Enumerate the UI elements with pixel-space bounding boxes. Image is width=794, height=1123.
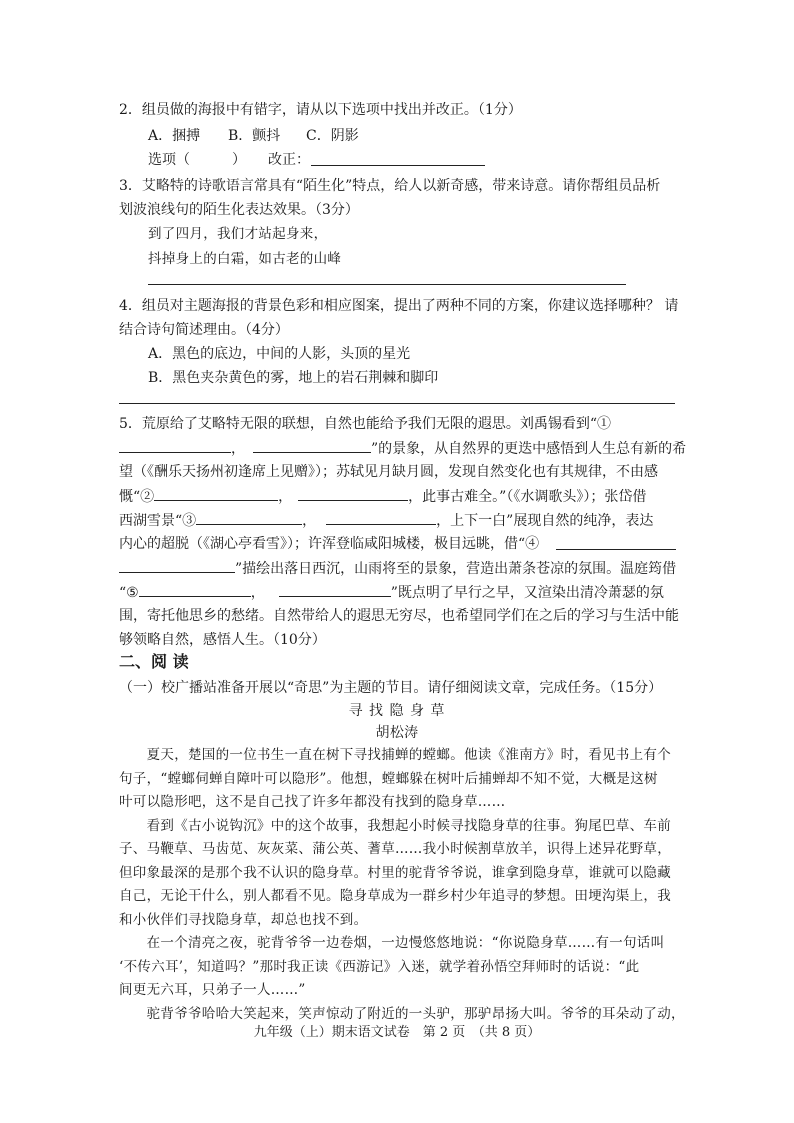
q5-line-3: 望（《酬乐天扬州初逢席上见赠》）；苏轼见月缺月圆，发现自然变化也有其规律，不由感 bbox=[119, 464, 658, 480]
article-line: 叶可以隐形吧，这不是自己找了许多年都没有找到的隐身草…… bbox=[119, 794, 506, 810]
article-author: 胡松涛 bbox=[375, 725, 419, 741]
q2-answer-line[interactable] bbox=[311, 165, 485, 166]
q5-line-9: 围，寄托他思乡的愁绪。自然带给人的遐思无穷尽，也希望同学们在之后的学习与生活中能 bbox=[119, 608, 679, 624]
q5-text: ”描绘出落日西沉，山雨将至的景象，营造出萧条苍凉的氛围。温庭筠借 bbox=[235, 561, 677, 577]
q4-stem-2: 结合诗句简述理由。（4分） bbox=[119, 322, 289, 338]
article-line: 句子，“螳螂伺蝉自障叶可以隐形”。他想，螳螂躲在树叶后捕蝉却不知不觉，大概是这树 bbox=[119, 770, 658, 787]
q5-line-2 bbox=[119, 438, 686, 459]
q5-blank-3a[interactable] bbox=[196, 510, 302, 525]
q5-comma: ， bbox=[250, 585, 265, 601]
q2-choice-label: 选项（ ） bbox=[148, 152, 246, 168]
article-line: 驼背爷爷哈哈大笑起来，笑声惊动了附近的一头驴，那驴昂扬大叫。爷爷的耳朵动了动， bbox=[119, 1005, 685, 1022]
q5-blank-2b[interactable] bbox=[298, 486, 408, 501]
q5-blank-1b[interactable] bbox=[253, 438, 371, 453]
q5-blank-5b[interactable] bbox=[279, 582, 391, 597]
q5-text: “⑤ bbox=[119, 585, 139, 601]
q3-stem-2: 划波浪线句的陌生化表达效果。（3分） bbox=[119, 202, 359, 218]
q5-blank-2a[interactable] bbox=[154, 486, 278, 501]
q5-text: ”的景象，从自然界的更迭中感悟到人生总有新的希 bbox=[371, 441, 687, 457]
article-line: 但印象最深的是那个我不认识的隐身草。村里的驼背爷爷说，谁拿到隐身草，谁就可以隐藏 bbox=[119, 864, 671, 881]
q5-text: ，上下一白”展现自然的纯净，表达 bbox=[436, 513, 654, 529]
section-title: 二、阅 读 bbox=[119, 652, 189, 671]
q3-stem-1: 3．艾略特的诗歌语言常具有“陌生化”特点，给人以新奇感，带来诗意。请你帮组员品析 bbox=[119, 178, 661, 194]
q5-blank-1a[interactable] bbox=[119, 438, 231, 453]
article-title: 寻 找 隐 身 草 bbox=[348, 703, 446, 719]
q5-line-5 bbox=[119, 510, 653, 531]
q5-blank-3b[interactable] bbox=[326, 510, 436, 525]
q5-text: 慨“② bbox=[119, 489, 155, 505]
q2-option-a: A．捆搏 bbox=[148, 128, 201, 144]
q5-blank-4a[interactable] bbox=[556, 549, 676, 550]
q2-option-c: C．阴影 bbox=[306, 128, 359, 144]
q5-text: ，此事古难全。”（《水调歌头》）；张岱借 bbox=[408, 489, 647, 505]
q5-line-6: 内心的超脱（《湖心亭看雪》）；许浑登临咸阳城楼，极目远眺，借“④ bbox=[119, 536, 540, 552]
q5-line-7 bbox=[119, 558, 676, 579]
q2-stem: 2．组员做的海报中有错字，请从以下选项中找出并改正。（1分） bbox=[119, 102, 522, 118]
q5-text: ”既点明了早行之早，又渲染出清冷萧瑟的氛 bbox=[390, 585, 664, 601]
q2-correct-label: 改正： bbox=[268, 152, 310, 168]
section-instruction: （一）校广播站准备开展以“奇思”为主题的节目。请仔细阅读文章，完成任务。（15分） bbox=[119, 680, 663, 696]
q3-poem-1: 到了四月，我们才站起身来， bbox=[148, 226, 328, 242]
q4-answer-line[interactable] bbox=[119, 403, 675, 404]
q5-comma: ， bbox=[302, 513, 317, 529]
article-line: 看到《古小说钩沉》中的这个故事，我想起小时候寻找隐身草的往事。狗尾巴草、车前 bbox=[119, 817, 671, 834]
page-footer: 九年级（上）期末语文试卷 第 2 页 （共 8 页） bbox=[253, 1025, 541, 1040]
article-line: 和小伙伴们寻找隐身草，却总也找不到。 bbox=[119, 911, 368, 928]
q5-comma: ， bbox=[278, 489, 293, 505]
q5-line-4 bbox=[119, 486, 646, 507]
article-line: 子、马鞭草、马齿苋、灰灰菜、蒲公英、蓍草……我小时候割草放羊，识得上述异花野草， bbox=[119, 841, 671, 857]
q3-poem-2: 抖掉身上的白霜，如古老的山峰 bbox=[148, 251, 342, 267]
q5-blank-5a[interactable] bbox=[139, 582, 251, 597]
q4-stem-1: 4．组员对主题海报的背景色彩和相应图案，提出了两种不同的方案，你建议选择哪种？ 请 bbox=[119, 298, 679, 314]
q5-comma: ， bbox=[231, 441, 245, 457]
q5-line-10: 够领略自然，感悟人生。（10分） bbox=[119, 632, 326, 648]
q4-option-b: B．黑色夹杂黄色的雾，地上的岩石荆棘和脚印 bbox=[148, 370, 439, 386]
q3-answer-line[interactable] bbox=[148, 284, 626, 285]
q5-line-8 bbox=[119, 582, 664, 603]
article-line: 夏天，楚国的一位书生一直在树下寻找捕蝉的螳螂。他读《淮南方》时，看见书上有个 bbox=[119, 747, 671, 763]
article-line: 自己，无论干什么，别人都看不见。隐身草成为一群乡村少年追寻的梦想。田埂沟渠上，我 bbox=[119, 888, 671, 904]
article-line: 在一个清亮之夜，驼背爷爷一边卷烟，一边慢悠悠地说：“你说隐身草……有一句话叫 bbox=[119, 935, 665, 951]
q5-blank-4b[interactable] bbox=[119, 558, 235, 573]
article-line: 间更无六耳，只弟子一人……” bbox=[119, 982, 306, 998]
article-line: ‘不传六耳’，知道吗？”那时我正读《西游记》入迷，就学着孙悟空拜师时的话说：“此 bbox=[119, 958, 640, 975]
q2-option-b: B．颤抖 bbox=[228, 128, 281, 144]
q4-option-a: A．黑色的底边，中间的人影，头顶的星光 bbox=[148, 346, 411, 362]
q5-line-1: 5．荒原给了艾略特无限的联想，自然也能给予我们无限的遐思。刘禹锡看到“① bbox=[119, 416, 612, 432]
q5-text: 西湖雪景“③ bbox=[119, 513, 197, 529]
